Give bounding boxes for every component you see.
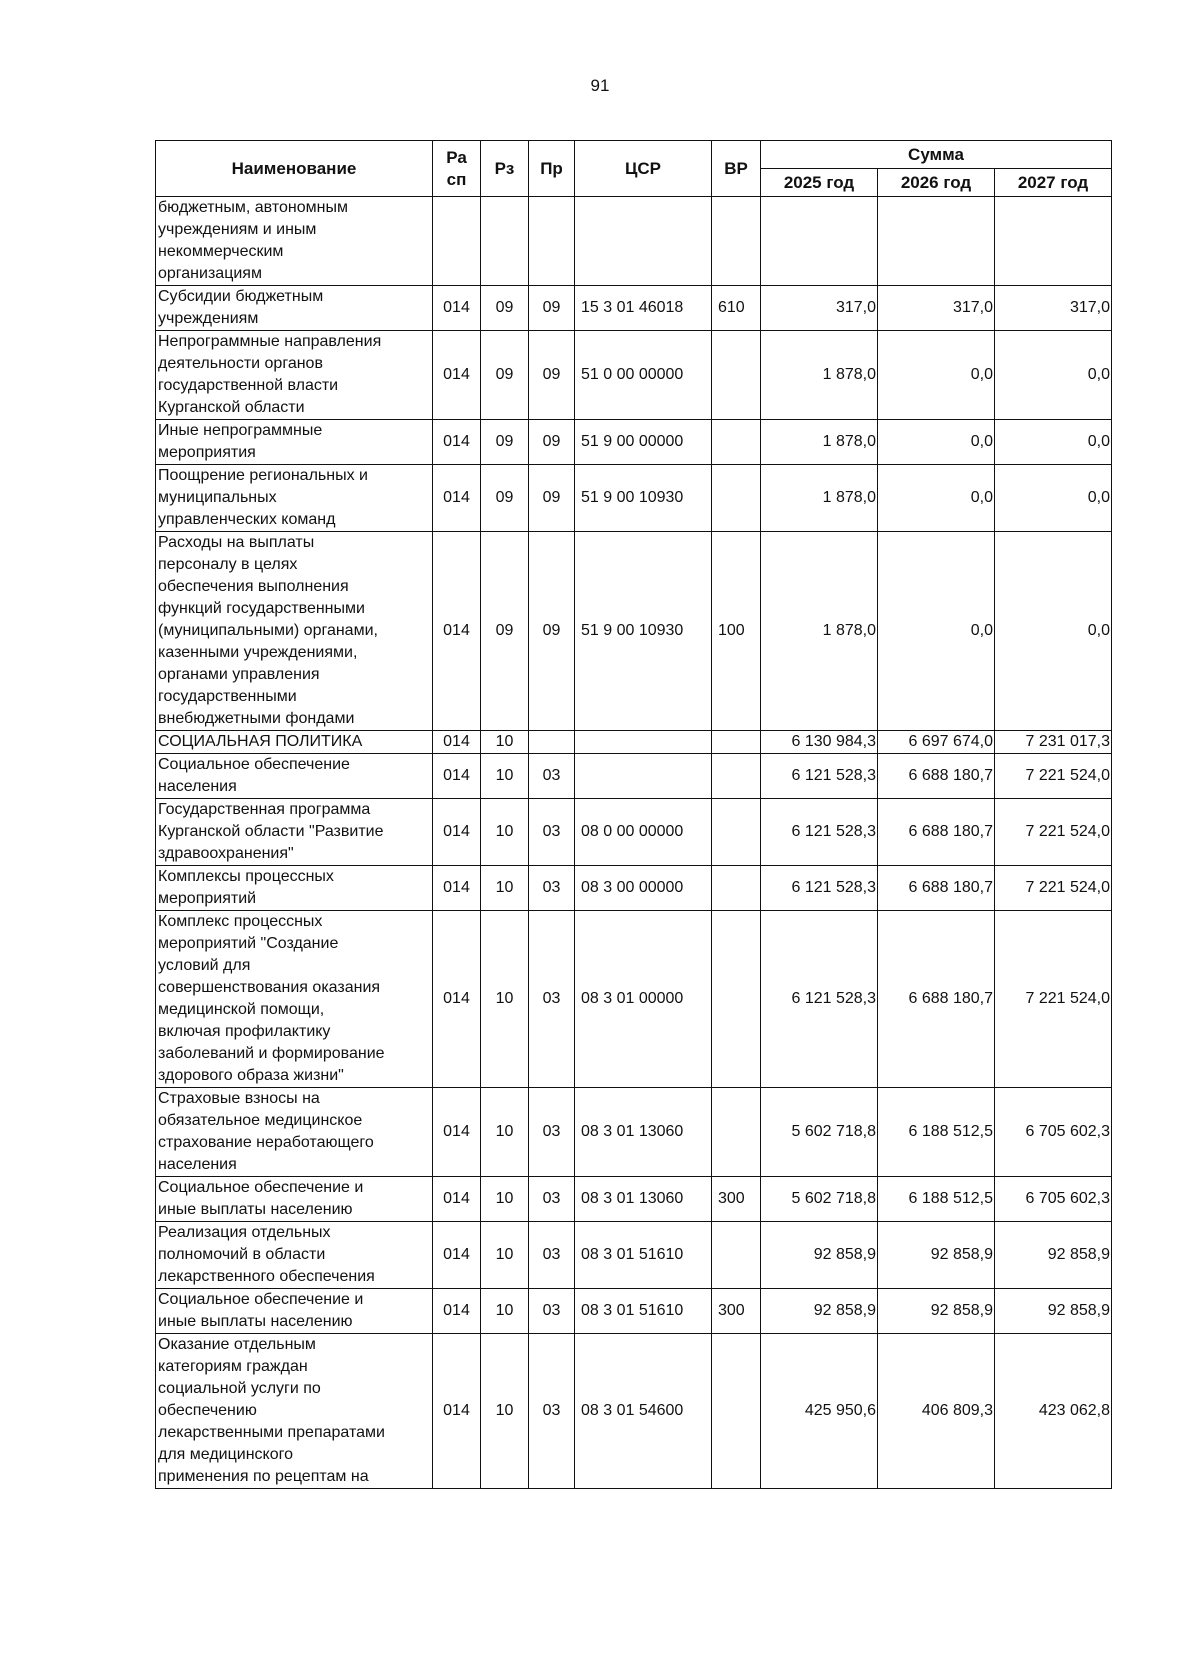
- cell-sum-2025: 6 121 528,3: [761, 754, 878, 799]
- cell-vr: 100: [712, 532, 761, 731]
- cell-rasp: 014: [433, 799, 481, 866]
- table-row: [156, 197, 1112, 286]
- cell-vr: [712, 754, 761, 799]
- table-row: [156, 1334, 1112, 1489]
- cell-rz: 10: [481, 1088, 529, 1177]
- table-row: [156, 866, 1112, 911]
- cell-pr: 03: [529, 1177, 575, 1222]
- cell-vr: [712, 731, 761, 754]
- cell-rasp: 014: [433, 1289, 481, 1334]
- cell-sum-2027: 7 221 524,0: [995, 799, 1112, 866]
- cell-sum-2027: 92 858,9: [995, 1289, 1112, 1334]
- cell-sum-2025: 5 602 718,8: [761, 1088, 878, 1177]
- cell-sum-2025: 1 878,0: [761, 465, 878, 532]
- cell-sum-2025: 1 878,0: [761, 420, 878, 465]
- cell-sum-2025: 92 858,9: [761, 1222, 878, 1289]
- table-row: [156, 731, 1112, 754]
- cell-csr: 51 9 00 10930: [575, 465, 712, 532]
- cell-sum-2027: 7 221 524,0: [995, 911, 1112, 1088]
- cell-rasp: 014: [433, 1222, 481, 1289]
- cell-sum-2025: 5 602 718,8: [761, 1177, 878, 1222]
- cell-vr: 610: [712, 286, 761, 331]
- cell-csr: 08 3 01 00000: [575, 911, 712, 1088]
- cell-name: Непрограммные направления деятельности органов государственной власти Курганской области: [156, 331, 433, 420]
- cell-sum-2027: 92 858,9: [995, 1222, 1112, 1289]
- cell-pr: 03: [529, 866, 575, 911]
- cell-sum-2026: 6 688 180,7: [878, 911, 995, 1088]
- cell-rasp: 014: [433, 532, 481, 731]
- header-year-2026: 2026 год: [878, 169, 995, 197]
- cell-sum-2026: 6 688 180,7: [878, 866, 995, 911]
- cell-rasp: 014: [433, 911, 481, 1088]
- cell-name: Государственная программа Курганской области "Развитие здравоохранения": [156, 799, 433, 866]
- cell-sum-2026: 92 858,9: [878, 1222, 995, 1289]
- cell-rz: 10: [481, 1222, 529, 1289]
- cell-name: Иные непрограммные мероприятия: [156, 420, 433, 465]
- cell-name: Поощрение региональных и муниципальных управленческих команд: [156, 465, 433, 532]
- cell-vr: [712, 197, 761, 286]
- cell-name: Социальное обеспечение и иные выплаты населению: [156, 1289, 433, 1334]
- header-pr: Пр: [529, 141, 575, 197]
- cell-sum-2025: 317,0: [761, 286, 878, 331]
- cell-sum-2025: [761, 197, 878, 286]
- cell-csr: 51 9 00 10930: [575, 532, 712, 731]
- cell-sum-2026: 0,0: [878, 331, 995, 420]
- cell-sum-2026: 92 858,9: [878, 1289, 995, 1334]
- cell-name: Социальное обеспечение населения: [156, 754, 433, 799]
- cell-csr: 08 3 01 51610: [575, 1222, 712, 1289]
- cell-name: Социальное обеспечение и иные выплаты населению: [156, 1177, 433, 1222]
- table-row: [156, 754, 1112, 799]
- cell-rz: 10: [481, 754, 529, 799]
- cell-rasp: 014: [433, 1334, 481, 1489]
- cell-vr: [712, 1088, 761, 1177]
- cell-csr: 08 3 00 00000: [575, 866, 712, 911]
- header-year-2025: 2025 год: [761, 169, 878, 197]
- cell-rz: 09: [481, 465, 529, 532]
- cell-csr: 08 3 01 13060: [575, 1088, 712, 1177]
- cell-csr: 08 3 01 13060: [575, 1177, 712, 1222]
- cell-pr: 03: [529, 754, 575, 799]
- budget-table: [155, 140, 1112, 1489]
- cell-name: Страховые взносы на обязательное медицинское страхование неработающего населения: [156, 1088, 433, 1177]
- header-name: Наименование: [156, 141, 433, 197]
- cell-sum-2025: 1 878,0: [761, 532, 878, 731]
- cell-csr: 51 0 00 00000: [575, 331, 712, 420]
- cell-sum-2025: 6 121 528,3: [761, 799, 878, 866]
- cell-vr: [712, 866, 761, 911]
- cell-name: СОЦИАЛЬНАЯ ПОЛИТИКА: [156, 731, 433, 754]
- cell-vr: 300: [712, 1289, 761, 1334]
- cell-sum-2027: 317,0: [995, 286, 1112, 331]
- cell-pr: 03: [529, 799, 575, 866]
- table-row: [156, 1289, 1112, 1334]
- table-row: [156, 331, 1112, 420]
- cell-vr: 300: [712, 1177, 761, 1222]
- cell-rasp: 014: [433, 731, 481, 754]
- cell-sum-2027: [995, 197, 1112, 286]
- cell-rz: 10: [481, 731, 529, 754]
- table-row: [156, 1222, 1112, 1289]
- page-number: 91: [590, 76, 610, 95]
- cell-sum-2026: 6 688 180,7: [878, 754, 995, 799]
- cell-rasp: 014: [433, 866, 481, 911]
- cell-sum-2025: 6 130 984,3: [761, 731, 878, 754]
- cell-name: Комплексы процессных мероприятий: [156, 866, 433, 911]
- cell-vr: [712, 799, 761, 866]
- cell-rz: [481, 197, 529, 286]
- table-row: [156, 799, 1112, 866]
- cell-rasp: 014: [433, 331, 481, 420]
- cell-rz: 09: [481, 532, 529, 731]
- header-year-2027: 2027 год: [995, 169, 1112, 197]
- cell-sum-2025: 6 121 528,3: [761, 911, 878, 1088]
- cell-vr: [712, 1222, 761, 1289]
- cell-pr: 09: [529, 286, 575, 331]
- cell-rasp: 014: [433, 465, 481, 532]
- cell-sum-2026: 0,0: [878, 420, 995, 465]
- cell-sum-2025: 92 858,9: [761, 1289, 878, 1334]
- table-row: [156, 1088, 1112, 1177]
- cell-rz: 09: [481, 331, 529, 420]
- cell-sum-2026: 0,0: [878, 532, 995, 731]
- cell-sum-2027: 7 231 017,3: [995, 731, 1112, 754]
- cell-name: Реализация отдельных полномочий в области лекарственного обеспечения: [156, 1222, 433, 1289]
- cell-sum-2025: 425 950,6: [761, 1334, 878, 1489]
- cell-sum-2027: 0,0: [995, 420, 1112, 465]
- cell-vr: [712, 911, 761, 1088]
- cell-vr: [712, 420, 761, 465]
- cell-rasp: 014: [433, 1088, 481, 1177]
- cell-sum-2026: 6 188 512,5: [878, 1088, 995, 1177]
- cell-sum-2026: 6 188 512,5: [878, 1177, 995, 1222]
- cell-sum-2025: 6 121 528,3: [761, 866, 878, 911]
- cell-csr: 08 0 00 00000: [575, 799, 712, 866]
- cell-rz: 09: [481, 420, 529, 465]
- cell-name: бюджетным, автономным учреждениям и иным некоммерческим организациям: [156, 197, 433, 286]
- cell-rasp: 014: [433, 1177, 481, 1222]
- cell-name: Субсидии бюджетным учреждениям: [156, 286, 433, 331]
- cell-pr: 03: [529, 1289, 575, 1334]
- cell-rz: 10: [481, 911, 529, 1088]
- table-row: [156, 532, 1112, 731]
- cell-rasp: 014: [433, 286, 481, 331]
- table-row: [156, 1177, 1112, 1222]
- cell-name: Комплекс процессных мероприятий "Создание условий для совершенствования оказания медицинской помощи, включая профилактику заболеваний и формирование здорового образа жизни": [156, 911, 433, 1088]
- header-csr: ЦСР: [575, 141, 712, 197]
- table-row: [156, 420, 1112, 465]
- cell-rasp: [433, 197, 481, 286]
- table-row: [156, 465, 1112, 532]
- header-sum: Сумма: [761, 141, 1112, 169]
- cell-name: Расходы на выплаты персоналу в целях обеспечения выполнения функций государственными (муниципальными) органами, казенными учреждениями, органами управления государственными внебюджетными фондами: [156, 532, 433, 731]
- cell-rasp: 014: [433, 420, 481, 465]
- cell-rz: 10: [481, 1289, 529, 1334]
- cell-pr: 09: [529, 331, 575, 420]
- cell-csr: [575, 197, 712, 286]
- cell-pr: [529, 197, 575, 286]
- cell-sum-2026: [878, 197, 995, 286]
- cell-rz: 10: [481, 799, 529, 866]
- cell-rz: 10: [481, 866, 529, 911]
- cell-csr: 08 3 01 51610: [575, 1289, 712, 1334]
- table-row: [156, 286, 1112, 331]
- table-header: [156, 141, 1112, 197]
- cell-sum-2027: 6 705 602,3: [995, 1177, 1112, 1222]
- header-vr: ВР: [712, 141, 761, 197]
- cell-pr: 09: [529, 532, 575, 731]
- cell-name: Оказание отдельным категориям граждан социальной услуги по обеспечению лекарственными препаратами для медицинского применения по рецептам на: [156, 1334, 433, 1489]
- cell-vr: [712, 1334, 761, 1489]
- cell-pr: 09: [529, 465, 575, 532]
- cell-sum-2027: 0,0: [995, 465, 1112, 532]
- cell-sum-2026: 0,0: [878, 465, 995, 532]
- header-rz: Рз: [481, 141, 529, 197]
- cell-pr: [529, 731, 575, 754]
- cell-rz: 10: [481, 1177, 529, 1222]
- cell-pr: 03: [529, 1088, 575, 1177]
- cell-sum-2026: 6 688 180,7: [878, 799, 995, 866]
- cell-csr: [575, 731, 712, 754]
- cell-sum-2026: 406 809,3: [878, 1334, 995, 1489]
- cell-sum-2025: 1 878,0: [761, 331, 878, 420]
- cell-rz: 10: [481, 1334, 529, 1489]
- header-rasp: Ра сп: [433, 141, 481, 197]
- cell-sum-2027: 7 221 524,0: [995, 754, 1112, 799]
- cell-sum-2026: 317,0: [878, 286, 995, 331]
- cell-sum-2027: 0,0: [995, 331, 1112, 420]
- cell-pr: 03: [529, 911, 575, 1088]
- cell-sum-2027: 7 221 524,0: [995, 866, 1112, 911]
- cell-sum-2026: 6 697 674,0: [878, 731, 995, 754]
- cell-pr: 03: [529, 1222, 575, 1289]
- cell-sum-2027: 423 062,8: [995, 1334, 1112, 1489]
- cell-rasp: 014: [433, 754, 481, 799]
- table-body: [156, 197, 1112, 1489]
- table-row: [156, 911, 1112, 1088]
- cell-csr: [575, 754, 712, 799]
- cell-sum-2027: 0,0: [995, 532, 1112, 731]
- cell-pr: 03: [529, 1334, 575, 1489]
- cell-pr: 09: [529, 420, 575, 465]
- cell-csr: 51 9 00 00000: [575, 420, 712, 465]
- cell-csr: 15 3 01 46018: [575, 286, 712, 331]
- cell-rz: 09: [481, 286, 529, 331]
- cell-vr: [712, 465, 761, 532]
- cell-vr: [712, 331, 761, 420]
- cell-sum-2027: 6 705 602,3: [995, 1088, 1112, 1177]
- cell-csr: 08 3 01 54600: [575, 1334, 712, 1489]
